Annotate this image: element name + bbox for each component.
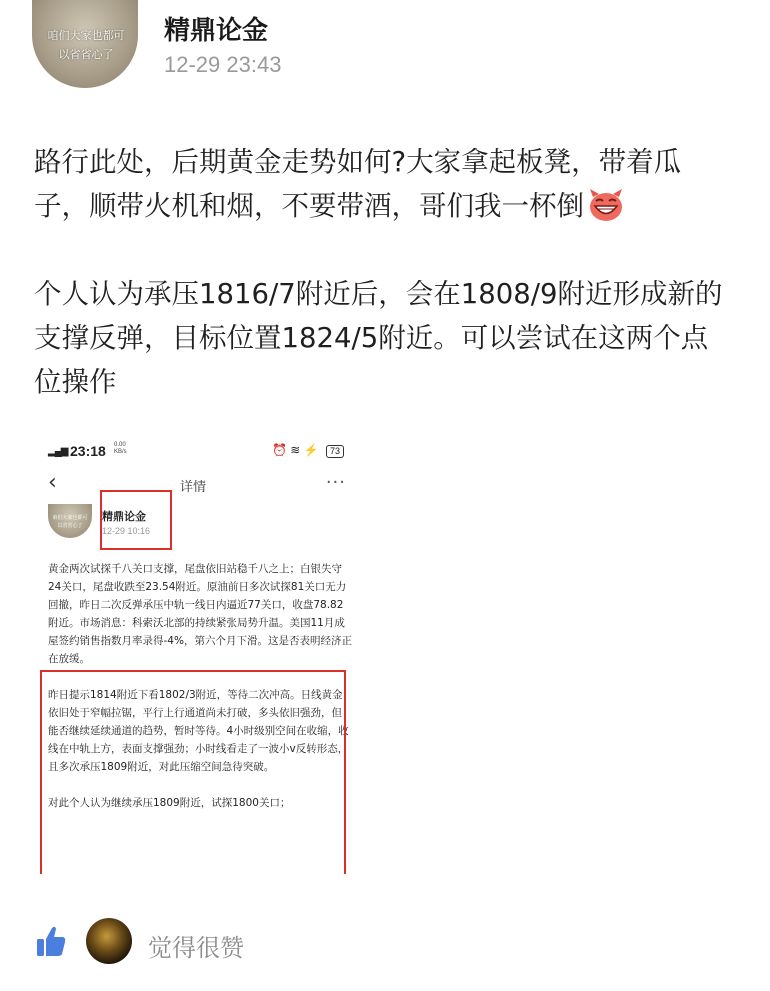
author-name[interactable]: 精鼎论金 — [164, 16, 269, 46]
nav-title: 详情 — [180, 480, 207, 495]
nav-bar — [40, 470, 356, 500]
highlight-box-analysis — [40, 670, 346, 874]
mini-timestamp: 12-29 10:16 — [102, 526, 151, 536]
post-timestamp: 12-29 23:43 — [164, 52, 282, 77]
avatar-caption: 咱们大家也都可 以省省心了 — [47, 29, 125, 61]
embedded-screenshot[interactable] — [40, 432, 356, 874]
post-header — [32, 0, 732, 96]
post-body — [34, 140, 734, 448]
liker-avatar[interactable] — [86, 918, 132, 964]
more-icon[interactable]: ··· — [325, 472, 346, 493]
status-time: 23:18 — [70, 443, 106, 459]
network-speed: 0.00 KB/s — [114, 442, 127, 455]
author-avatar[interactable] — [32, 0, 138, 88]
post-paragraph: 个人认为承压1816/7附近后，会在1808/9附近形成新的支撑反弹，目标位置1824/5附近。可以尝试在这两个点位操作 — [34, 278, 723, 398]
mini-avatar-caption: 咱们大家也都可 以省省心了 — [52, 515, 88, 529]
signal-icon: ▂▄▆ — [48, 446, 68, 457]
wifi-icon: ≋ — [290, 443, 301, 457]
post-paragraph: 路行此处，后期黄金走势如何?大家拿起板凳，带着瓜子，顺带火机和烟，不要带酒，哥们我一杯倒 — [34, 146, 682, 222]
mini-paragraph: 黄金两次试探千八关口支撑，尾盘依旧站稳千八之上；白银失守24关口，尾盘收跌至23.54附近。原油前日多次试探81关口无力回撤，昨日二次反弹承压中轨一线日内逼近77关口，收盘78.82附近。市场消息：科索沃北部的持续紧张局势升温。美国11月成屋签约销售指数月率录得-4%，第六个月下滑。这是否表明经济正在放缓。 — [48, 563, 352, 665]
charging-icon: ⚡ — [303, 443, 319, 457]
devil-laugh-icon — [586, 187, 626, 223]
likes-label: 觉得很赞 — [148, 934, 244, 962]
battery-icon: 73 — [326, 445, 344, 458]
back-icon[interactable]: ‹ — [48, 470, 57, 495]
mini-paragraph: 昨日提示1814附近下看1802/3附近，等待二次冲高。日线黄金依旧处于窄幅拉锯，平行上行通道尚未打破，多头依旧强劲，但能否继续延续通道的趋势，暂时等待。4小时级别空间在收缩，收线在中轨上方，表面支撑强劲；小时线看走了一波小v反转形态，且多次承压1809附近，对此压缩空间急待突破。 — [48, 689, 349, 773]
thumbs-up-icon[interactable] — [36, 924, 66, 958]
status-bar — [48, 440, 348, 464]
mini-author-name: 精鼎论金 — [102, 510, 146, 523]
likes-bar — [36, 914, 736, 968]
alarm-icon: ⏰ — [271, 443, 287, 457]
status-icons — [272, 443, 344, 458]
mini-author-avatar — [48, 504, 92, 538]
highlight-box-author — [100, 490, 172, 550]
mini-paragraph: 对此个人认为继续承压1809附近，试探1800关口； — [48, 797, 291, 809]
